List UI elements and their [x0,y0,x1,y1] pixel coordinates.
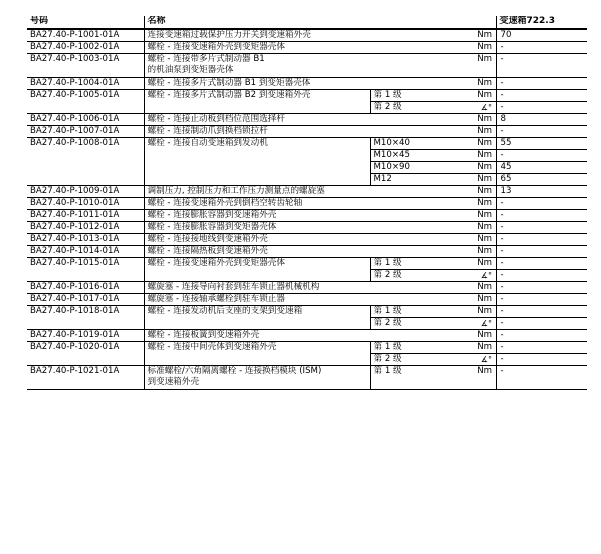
cell-value: 8 [496,114,587,126]
cell-part-no: BA27.40-P-1011-01A [27,210,144,222]
cell-part-no: BA27.40-P-1021-01A [27,366,144,390]
cell-unit: Nm [436,162,496,174]
cell-value: - [496,54,587,78]
cell-spec: 第 2 级 [370,354,436,366]
cell-name [144,162,370,174]
cell-spec [370,198,436,210]
cell-name: 螺栓 - 连接自动变速箱到发动机 [144,138,370,150]
cell-value: 55 [496,138,587,150]
table-row [27,102,587,114]
table-row [27,354,587,366]
table-row [27,246,587,258]
header-name: 名称 [144,16,496,29]
cell-spec: 第 2 级 [370,102,436,114]
cell-part-no: BA27.40-P-1004-01A [27,78,144,90]
cell-spec [370,330,436,342]
cell-value: - [496,150,587,162]
cell-part-no [27,354,144,366]
table-row [27,29,587,42]
cell-spec: M10×45 [370,150,436,162]
cell-unit: ∡° [436,354,496,366]
cell-part-no: BA27.40-P-1005-01A [30,90,120,100]
cell-value: - [496,210,587,222]
cell-spec [370,222,436,234]
cell-spec: 第 1 级 [370,258,436,270]
cell-part-no: BA27.40-P-1016-01A [27,282,144,294]
cell-unit: Nm [436,174,496,186]
table-row [27,126,587,138]
table-row [27,186,587,198]
cell-name: 螺栓 - 连接止动板到档位范围选择杆 [144,114,370,126]
cell-name: 螺栓 - 连接变速箱外壳到变矩器壳体 [144,258,370,270]
table-row [27,78,587,90]
table-row [27,162,587,174]
table-row [27,138,587,150]
table-row [27,42,587,54]
cell-unit: Nm [436,234,496,246]
table-row [27,294,587,306]
cell-unit: Nm [436,222,496,234]
cell-name [144,174,370,186]
cell-unit: ∡° [436,318,496,330]
cell-part-no: BA27.40-P-1010-01A [27,198,144,210]
cell-name: 螺栓 - 连接隔热板到变速箱外壳 [144,246,370,258]
cell-part-no: BA27.40-P-1019-01A [27,330,144,342]
cell-spec [370,114,436,126]
cell-value: - [496,342,587,354]
cell-value: - [496,354,587,366]
table-row [27,366,587,390]
cell-unit: Nm [436,282,496,294]
cell-name: 螺栓 - 连接带多片式制动器 B1 的机油泵到变矩器壳体 [144,54,370,78]
cell-unit: Nm [436,342,496,354]
cell-spec: 第 2 级 [370,318,436,330]
cell-value: - [496,78,587,90]
cell-unit: Nm [436,246,496,258]
cell-spec: M12 [370,174,436,186]
cell-spec: 第 1 级 [370,90,436,102]
cell-name: 螺栓 - 连接多片式制动器 B1 到变矩器壳体 [144,78,370,90]
cell-unit: Nm [436,258,496,270]
table-row [27,258,587,270]
header-part-no: 号码 [27,16,144,29]
cell-unit: Nm [436,90,496,102]
table-row [27,114,587,126]
torque-spec-sheet [27,16,587,390]
cell-spec [370,246,436,258]
cell-spec: 第 1 级 [370,306,436,318]
table-row [27,222,587,234]
cell-name: 螺旋塞 - 连接轴承螺栓到驻车锁止器 [144,294,370,306]
cell-unit: Nm [436,366,496,390]
cell-value: 70 [496,29,587,42]
cell-value: - [496,282,587,294]
cell-unit: Nm [436,294,496,306]
cell-part-no [27,318,144,330]
cell-value: - [496,258,587,270]
cell-part-no: BA27.40-P-1002-01A [27,42,144,54]
cell-value: 45 [496,162,587,174]
cell-name: 螺栓 - 连接中间壳体到变速箱外壳 [144,342,370,354]
table-header-row [27,16,587,29]
cell-part-no [27,162,144,174]
cell-name [144,150,370,162]
cell-value: - [496,246,587,258]
cell-value: 13 [496,186,587,198]
cell-unit: Nm [436,306,496,318]
cell-spec [370,42,436,54]
table-row [27,282,587,294]
cell-name: 调制压力, 控制压力和工作压力测量点的螺旋塞 [144,186,370,198]
cell-part-no: BA27.40-P-1020-01A [30,342,120,352]
cell-unit: Nm [436,210,496,222]
cell-spec: 第 1 级 [370,366,436,390]
table-row [27,270,587,282]
cell-part-no: BA27.40-P-1008-01A [30,138,120,148]
cell-unit: Nm [436,186,496,198]
cell-part-no [27,102,144,114]
cell-spec [370,294,436,306]
cell-part-no: BA27.40-P-1017-01A [27,294,144,306]
cell-spec [370,54,436,78]
cell-unit: Nm [436,138,496,150]
cell-part-no: BA27.40-P-1003-01A [27,54,144,78]
cell-unit: Nm [436,126,496,138]
cell-unit: Nm [436,54,496,78]
cell-spec [370,210,436,222]
cell-name [144,318,370,330]
cell-part-no: BA27.40-P-1006-01A [27,114,144,126]
cell-name: 螺栓 - 连接接地线到变速箱外壳 [144,234,370,246]
cell-name: 标准螺栓/六角隔离螺栓 - 连接换档模块 (ISM) 到变速箱外壳 [144,366,370,390]
cell-unit: Nm [436,330,496,342]
table-row [27,306,587,318]
cell-name: 螺栓 - 连接板簧到变速箱外壳 [144,330,370,342]
cell-name: 螺栓 - 连接多片式制动器 B2 到变速箱外壳 [144,90,370,102]
cell-part-no: BA27.40-P-1001-01A [27,29,144,42]
cell-value: - [496,294,587,306]
torque-table [27,16,587,390]
cell-unit: ∡° [436,102,496,114]
cell-part-no: BA27.40-P-1013-01A [27,234,144,246]
cell-part-no [27,150,144,162]
cell-part-no: BA27.40-P-1009-01A [27,186,144,198]
table-row [27,342,587,354]
cell-value: - [496,198,587,210]
cell-part-no [27,174,144,186]
cell-name: 螺栓 - 连接制动爪到换档锁拉杆 [144,126,370,138]
cell-value: - [496,222,587,234]
cell-unit: Nm [436,78,496,90]
cell-name: 螺栓 - 连接发动机后支座的支架到变速箱 [144,306,370,318]
cell-part-no: BA27.40-P-1012-01A [27,222,144,234]
header-transmission: 变速箱722.3 [496,16,587,29]
table-row [27,90,587,102]
cell-spec [370,29,436,42]
table-row [27,210,587,222]
cell-name: 连接变速箱过载保护压力开关到变速箱外壳 [144,29,370,42]
cell-part-no: BA27.40-P-1014-01A [27,246,144,258]
cell-value: - [496,126,587,138]
cell-part-no: BA27.40-P-1015-01A [30,258,120,268]
cell-part-no: BA27.40-P-1007-01A [27,126,144,138]
cell-value: 65 [496,174,587,186]
table-row [27,198,587,210]
cell-name: 螺栓 - 连接膨胀容器到变速箱外壳 [144,210,370,222]
table-row [27,330,587,342]
cell-name [144,354,370,366]
cell-spec: 第 1 级 [370,342,436,354]
cell-spec: M10×40 [370,138,436,150]
cell-name: 螺栓 - 连接变速箱外壳到倒档空转齿轮轴 [144,198,370,210]
cell-unit: Nm [436,42,496,54]
cell-name [144,102,370,114]
table-row [27,234,587,246]
cell-part-no [27,270,144,282]
cell-spec [370,126,436,138]
cell-value: - [496,102,587,114]
cell-spec [370,78,436,90]
cell-unit: Nm [436,198,496,210]
cell-value: - [496,270,587,282]
table-row [27,150,587,162]
cell-spec [370,186,436,198]
table-row [27,54,587,78]
cell-name [144,270,370,282]
cell-unit: Nm [436,150,496,162]
cell-unit: Nm [436,114,496,126]
cell-spec [370,282,436,294]
cell-name: 螺旋塞 - 连接导向衬套到驻车锁止器机械机构 [144,282,370,294]
table-row [27,174,587,186]
cell-value: - [496,318,587,330]
cell-spec: M10×90 [370,162,436,174]
cell-value: - [496,234,587,246]
cell-value: - [496,42,587,54]
cell-part-no: BA27.40-P-1018-01A [30,306,120,316]
cell-value: - [496,330,587,342]
cell-value: - [496,306,587,318]
table-row [27,318,587,330]
cell-unit: Nm [436,29,496,42]
cell-name: 螺栓 - 连接膨胀容器到变矩器壳体 [144,222,370,234]
cell-name: 螺栓 - 连接变速箱外壳到变矩器壳体 [144,42,370,54]
cell-spec: 第 2 级 [370,270,436,282]
cell-unit: ∡° [436,270,496,282]
cell-spec [370,234,436,246]
cell-value: - [496,366,587,390]
cell-value: - [496,90,587,102]
